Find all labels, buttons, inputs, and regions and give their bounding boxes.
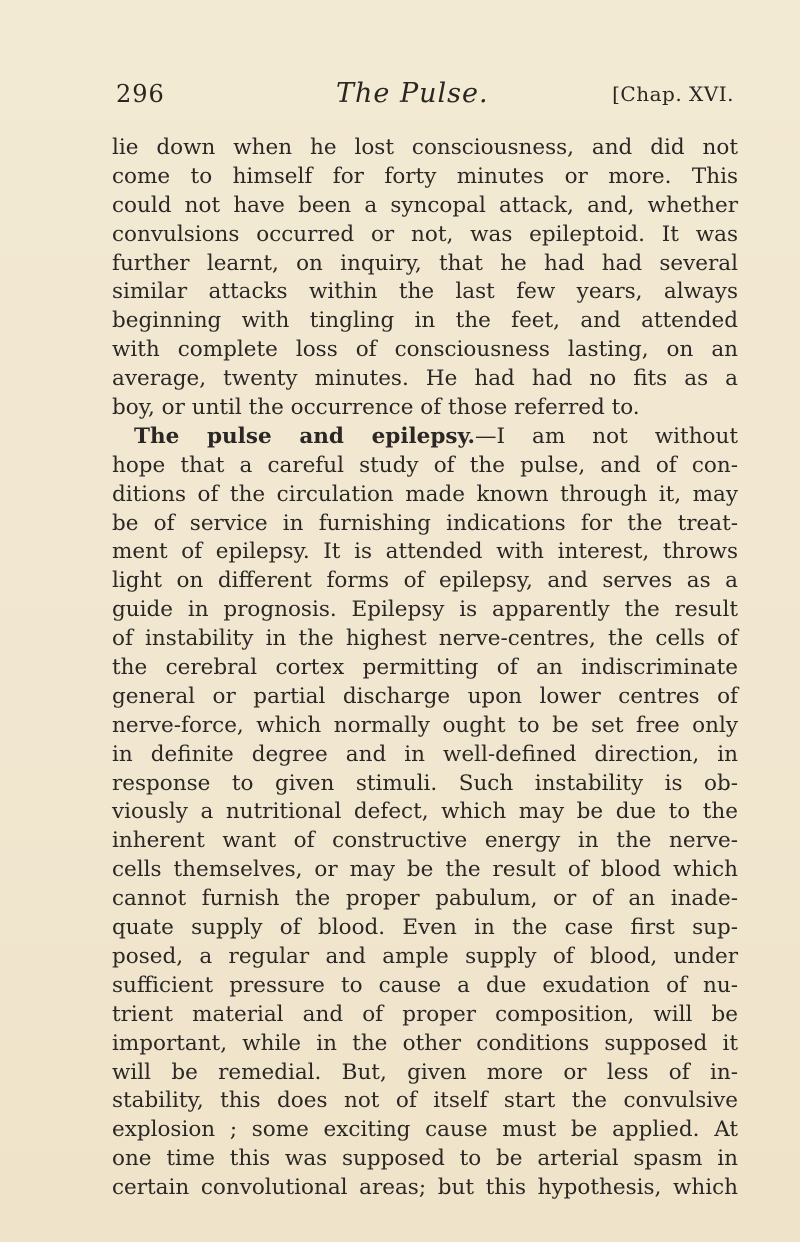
text-line: lie down when he lost consciousness, and did not bbox=[112, 135, 738, 160]
text-line: nerve-force, which normally ought to be set free only bbox=[112, 712, 738, 738]
section-heading: The pulse and epilepsy. bbox=[134, 423, 475, 449]
text-line: could not have been a syncopal attack, and, whether bbox=[112, 192, 738, 218]
text-line: posed, a regular and ample supply of blood, under bbox=[112, 943, 738, 969]
text-line: cells themselves, or may be the result of blood which bbox=[112, 857, 738, 883]
text-line: similar attacks within the last few years, always bbox=[112, 279, 738, 305]
text-line: further learnt, on inquiry, that he had had several bbox=[112, 250, 738, 276]
text-line: light on different forms of epilepsy, and serves as a bbox=[112, 568, 738, 594]
text-line: with complete loss of consciousness lasting, on an bbox=[112, 337, 738, 363]
text-line: be of service in furnishing indications for the treat- bbox=[112, 510, 738, 536]
text-line: sufficient pressure to cause a due exudation of nu- bbox=[112, 972, 738, 998]
text-line: average, twenty minutes. He had had no fits as a bbox=[112, 366, 738, 392]
text-line: stability, this does not of itself start the convulsive bbox=[112, 1088, 738, 1114]
text-line: ditions of the circulation made known through it, may bbox=[112, 481, 738, 507]
text-line: one time this was supposed to be arterial spasm in bbox=[112, 1146, 738, 1172]
text-line: guide in prognosis. Epilepsy is apparently the result bbox=[112, 597, 738, 623]
text-line: the cerebral cortex permitting of an indiscriminate bbox=[112, 655, 738, 681]
text-line: ment of epilepsy. It is attended with interest, throws bbox=[112, 539, 738, 565]
text-line: in definite degree and in well-defined direction, in bbox=[112, 741, 738, 767]
text-line: important, while in the other conditions supposed it bbox=[112, 1030, 738, 1056]
text-line: certain convolutional areas; but this hypothesis, which bbox=[112, 1175, 738, 1201]
text-line: of instability in the highest nerve-centres, the cells of bbox=[112, 626, 738, 652]
text-line: viously a nutritional defect, which may be due to the bbox=[112, 799, 738, 825]
section-first-line bbox=[112, 423, 738, 452]
body-text bbox=[112, 134, 738, 1203]
text-line: beginning with tingling in the feet, and attended bbox=[112, 308, 738, 334]
chapter-label: [Chap. XVI. bbox=[612, 82, 734, 106]
text-line: come to himself for forty minutes or more. This bbox=[112, 163, 738, 189]
text-line: trient material and of proper composition, will be bbox=[112, 1001, 738, 1027]
text-line: explosion ; some exciting cause must be applied. At bbox=[112, 1117, 738, 1143]
text-line: boy, or until the occurrence of those referred to. bbox=[112, 395, 640, 421]
section-first-line-rest: —I am not without bbox=[475, 423, 738, 449]
running-head bbox=[116, 80, 736, 116]
text-line: hope that a careful study of the pulse, and of con- bbox=[112, 452, 738, 478]
text-line: convulsions occurred or not, was epileptoid. It was bbox=[112, 221, 738, 247]
text-line: inherent want of constructive energy in the nerve- bbox=[112, 828, 738, 854]
text-line: quate supply of blood. Even in the case first sup- bbox=[112, 915, 738, 941]
text-line: general or partial discharge upon lower centres of bbox=[112, 683, 738, 709]
running-title: The Pulse. bbox=[336, 78, 489, 109]
text-line: will be remedial. But, given more or less of in- bbox=[112, 1059, 738, 1085]
page-number: 296 bbox=[116, 80, 165, 108]
text-line: response to given stimuli. Such instability is ob- bbox=[112, 770, 738, 796]
text-line: cannot furnish the proper pabulum, or of an inade- bbox=[112, 886, 738, 912]
